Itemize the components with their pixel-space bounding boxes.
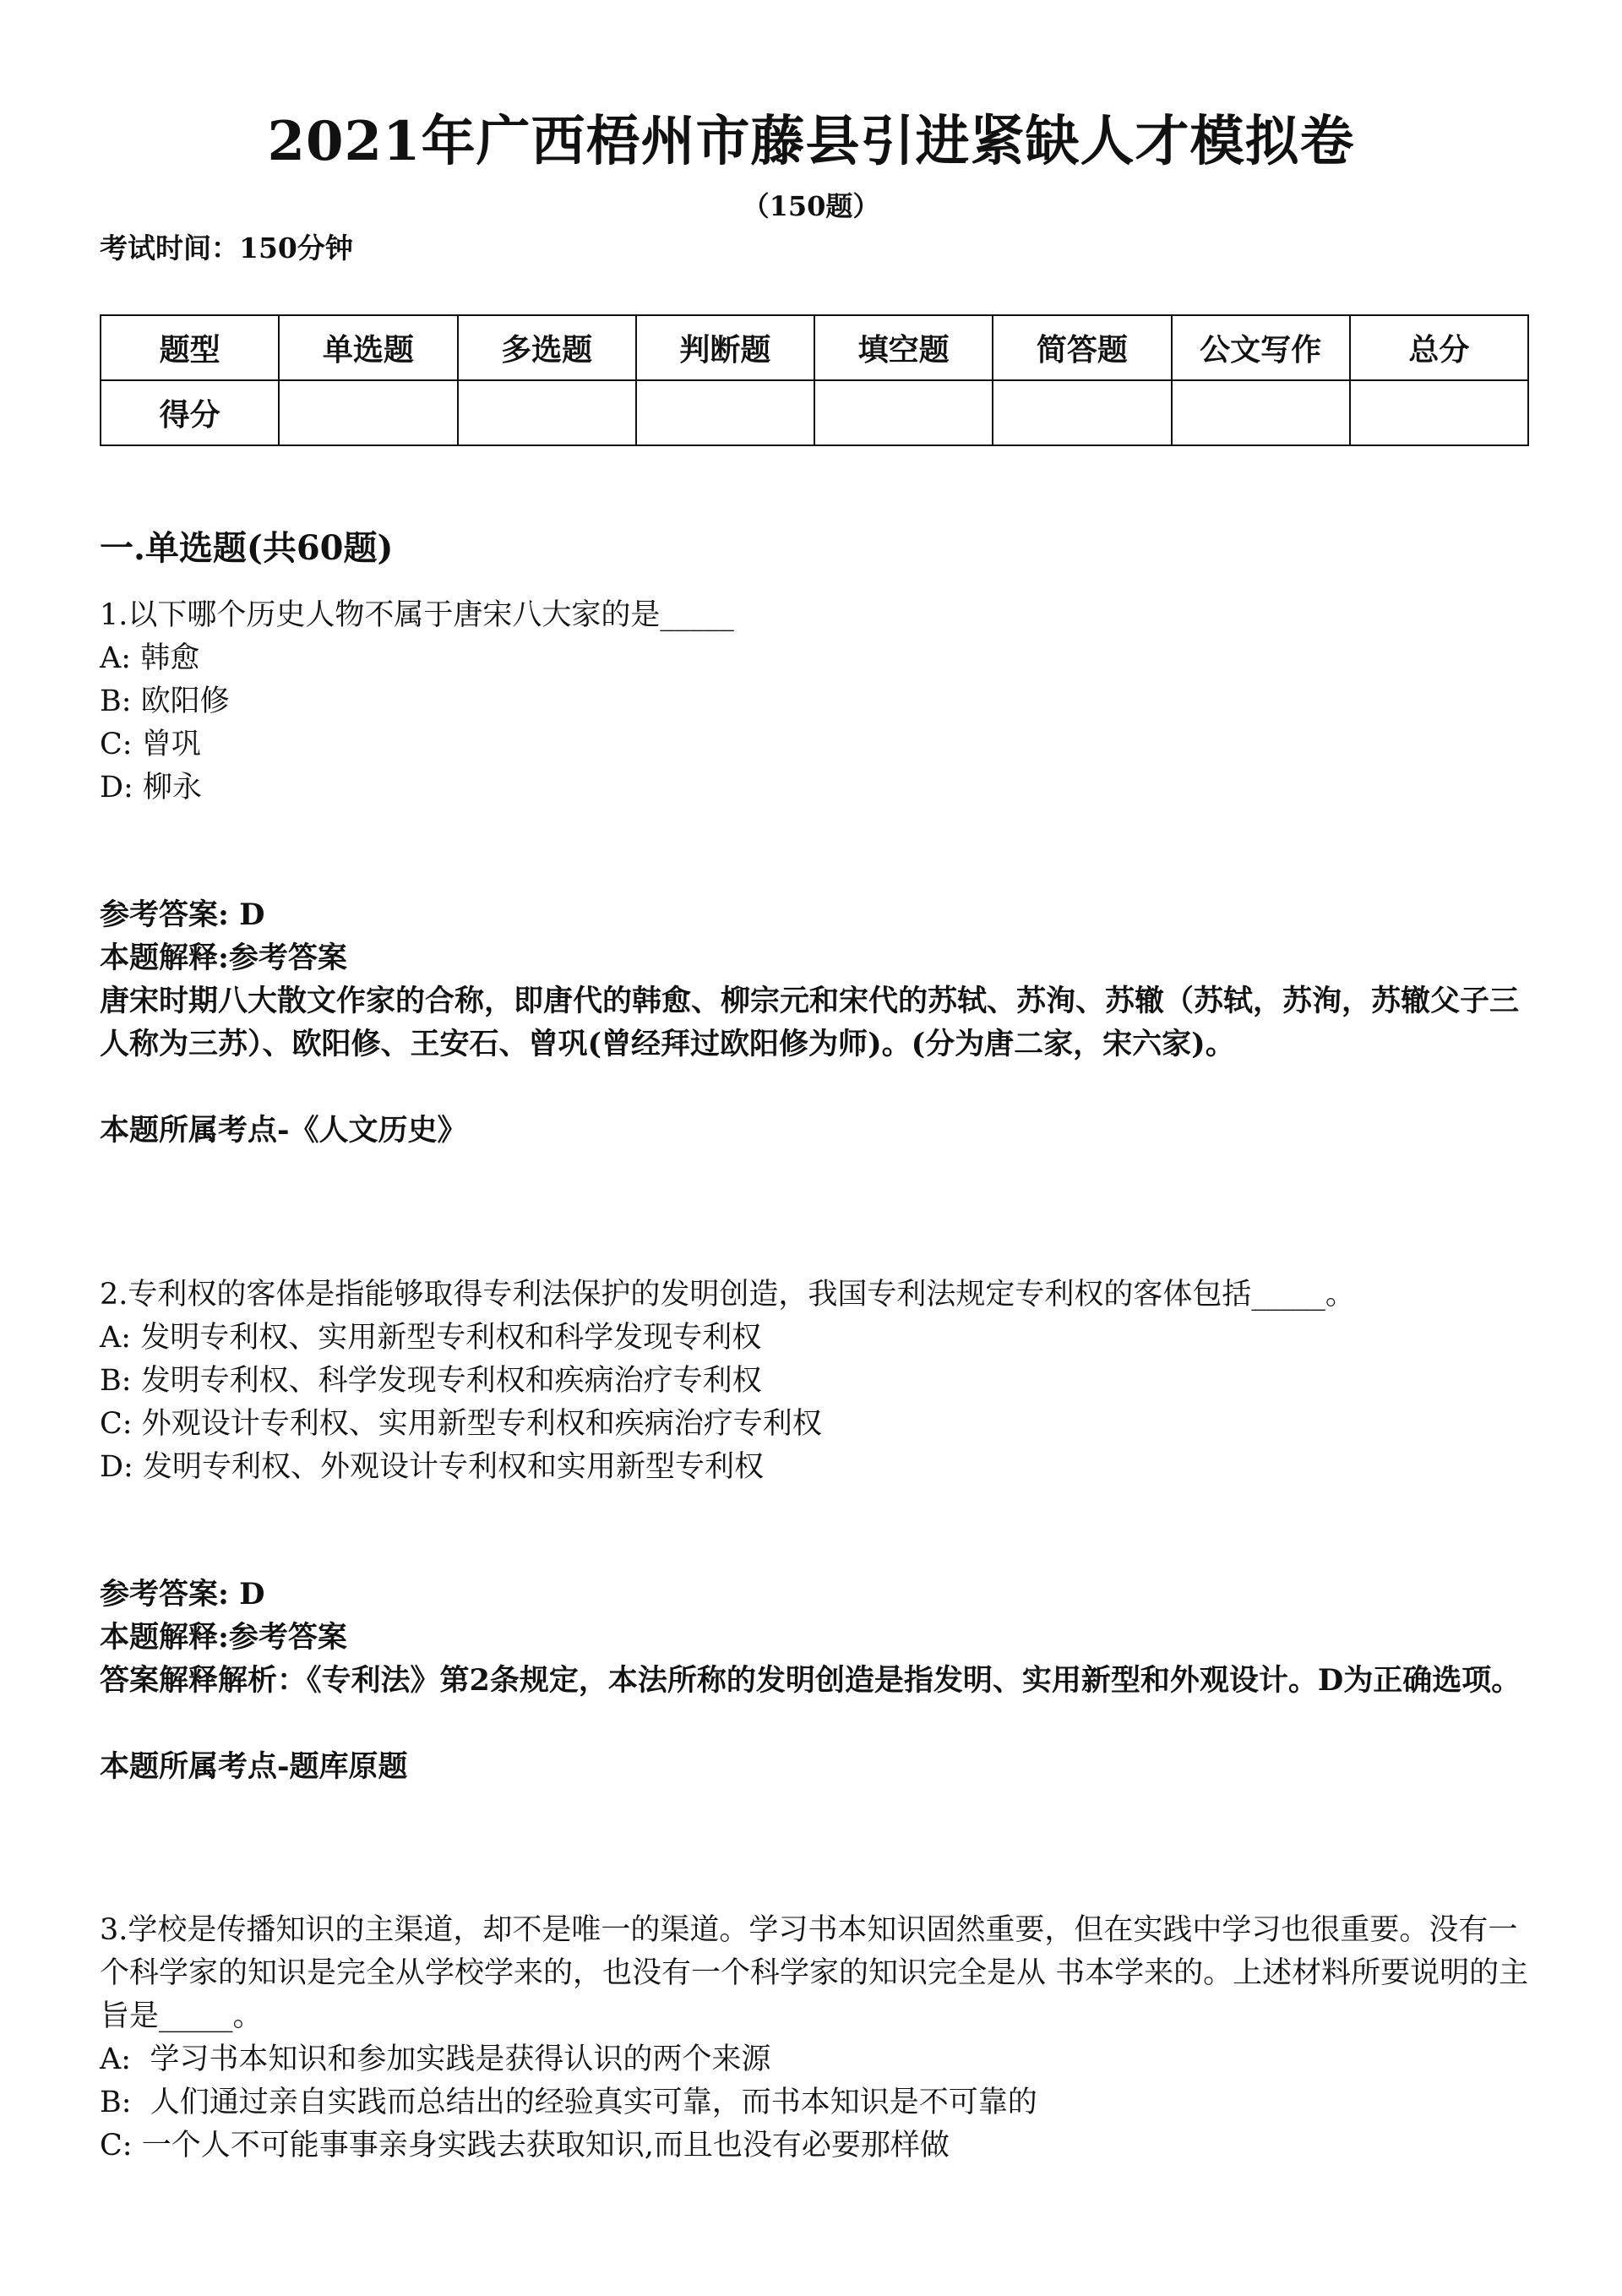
option-c: C: 外观设计专利权、实用新型专利权和疾病治疗专利权 bbox=[100, 1407, 822, 1441]
option-d: D: 柳永 bbox=[100, 771, 202, 804]
score-table-header-row bbox=[101, 315, 1528, 380]
answer-line: 参考答案: D bbox=[100, 897, 265, 932]
score-cell bbox=[1172, 380, 1350, 445]
question-stem: 3.学校是传播知识的主渠道，却不是唯一的渠道。学习书本知识固然重要，但在实践中学习也很重要。没有一个科学家的知识是完全从学校学来的，也没有一个科学家的知识完全是从 书本学来的。上述材料所要说明的主旨是_____。 bbox=[100, 1913, 1529, 2033]
explanation-body: 唐宋时期八大散文作家的合称，即唐代的韩愈、柳宗元和宋代的苏轼、苏洵、苏辙（苏轼，苏洵，苏辙父子三人称为三苏）、欧阳修、王安石、曾巩(曾经拜过欧阳修为师)。(分为唐二家，宋六家)。 bbox=[100, 984, 1520, 1061]
explanation-title: 本题解释:参考答案 bbox=[100, 941, 347, 975]
option-d: D: 发明专利权、外观设计专利权和实用新型专利权 bbox=[100, 1450, 764, 1484]
explanation-body: 答案解释解析：《专利法》第2条规定，本法所称的发明创造是指发明、实用新型和外观设计。D为正确选项。 bbox=[100, 1663, 1521, 1698]
option-b: B: 人们通过亲自实践而总结出的经验真实可靠，而书本知识是不可靠的 bbox=[100, 2086, 1037, 2119]
question-3 bbox=[100, 1909, 1529, 2168]
option-a: A: 发明专利权、实用新型专利权和科学发现专利权 bbox=[100, 1321, 762, 1355]
score-cell bbox=[279, 380, 457, 445]
question-stem: 2.专利权的客体是指能够取得专利法保护的发明创造，我国专利法规定专利权的客体包括_____。 bbox=[100, 1278, 1355, 1312]
option-c: C: 曾巩 bbox=[100, 728, 201, 761]
score-table-score-row bbox=[101, 380, 1528, 445]
score-cell bbox=[814, 380, 993, 445]
score-cell bbox=[458, 380, 636, 445]
section-title: 一.单选题(共60题) bbox=[100, 528, 394, 568]
score-table-header-cell: 多选题 bbox=[458, 315, 636, 380]
knowledge-point: 本题所属考点-《人文历史》 bbox=[100, 1113, 467, 1148]
answer-line: 参考答案: D bbox=[100, 1577, 265, 1612]
knowledge-point: 本题所属考点-题库原题 bbox=[100, 1749, 408, 1784]
score-table bbox=[100, 314, 1529, 446]
score-cell bbox=[1350, 380, 1528, 445]
score-table-header-cell: 总分 bbox=[1350, 315, 1528, 380]
explanation-title: 本题解释:参考答案 bbox=[100, 1620, 347, 1655]
question-1 bbox=[100, 594, 1529, 1152]
score-table-header-cell: 题型 bbox=[101, 315, 279, 380]
score-cell bbox=[993, 380, 1171, 445]
question-2 bbox=[100, 1273, 1529, 1788]
question-stem: 1.以下哪个历史人物不属于唐宋八大家的是_____ bbox=[100, 598, 734, 632]
option-a: A: 韩愈 bbox=[100, 641, 200, 675]
option-c: C: 一个人不可能事事亲身实践去获取知识,而且也没有必要那样做 bbox=[100, 2129, 950, 2162]
option-b: B: 发明专利权、科学发现专利权和疾病治疗专利权 bbox=[100, 1364, 762, 1398]
score-table-header-cell: 简答题 bbox=[993, 315, 1171, 380]
score-row-label: 得分 bbox=[101, 380, 279, 445]
exam-title: 2021年广西梧州市藤县引进紧缺人才模拟卷 bbox=[267, 110, 1355, 173]
option-b: B: 欧阳修 bbox=[100, 684, 230, 718]
score-table-header-cell: 填空题 bbox=[814, 315, 993, 380]
score-cell bbox=[636, 380, 814, 445]
score-table-header-cell: 公文写作 bbox=[1172, 315, 1350, 380]
score-table-header-cell: 单选题 bbox=[279, 315, 457, 380]
option-a: A: 学习书本知识和参加实践是获得认识的两个来源 bbox=[100, 2042, 771, 2076]
exam-subtitle: （150题） bbox=[742, 190, 880, 222]
score-table-header-cell: 判断题 bbox=[636, 315, 814, 380]
exam-time: 考试时间：150分钟 bbox=[100, 232, 353, 265]
